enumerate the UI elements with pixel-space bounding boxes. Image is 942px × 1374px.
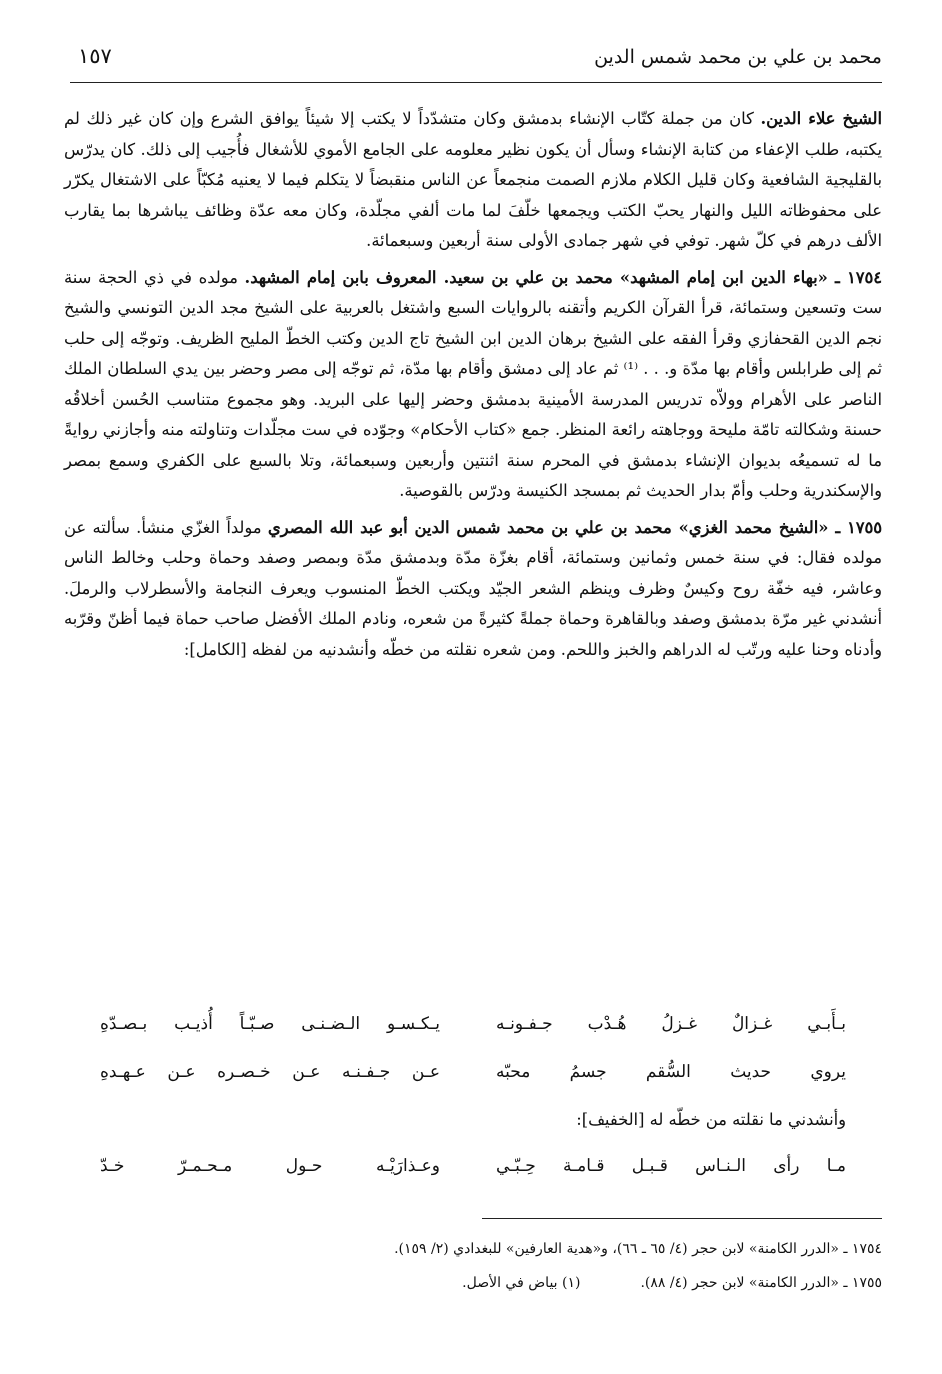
verse-second-hemistich: عـن جـفـنـه عـن خـصـره عـن عـهـدهِ [100,1062,440,1082]
entry-heading: الشيخ علاء الدين. [760,109,882,128]
entry-text-1754: مولده في ذي الحجة سنة ست وتسعين وستمائة، قرأ القرآن الكريم وأتقنه بالروايات السبع واشتغل بالعربية على الشيخ مجد الدين التونسي والشيخ نجم الدين القحفازي وقرأ الفقه على الشيخ برهان الدين ابن الشيخ تاج الدين وكتب الخطّ المليح الظريف. وتوجّه إلى حلب ثم إلى طرابلس وأقام بها مدّة و. . . ⁽¹⁾ ثم عاد إلى دمشق وأقام بها مدّة، ثم توجّه إلى مصر وحضر بين يدي السلطان الملك الناصر على الأهرام وولاّه تدريس المدرسة الأمينية بدمشق وحضر إليها على البريد. وهو مجموع متناسب الحُسن أخلاقُه حسنة وشكالته تامّة مليحة ووجاهته رائعة المنظر. جمع «كتاب الأحكام» وجوّده في ست مجلّدات وتناولته منه وأجازني روايةً ما له تسميعُه بديوان الإنشاء بدمشق في المحرم سنة اثنتين وأربعين وسبعمائة، وتلا بالسبع على الكفري وسمع بمصر والإسكندرية وحلب وأمّ بدار الحديث ثم بمسجد الكنيسة ودرّس بالقوصية. [64,267,882,500]
running-title: محمد بن علي بن محمد شمس الدين [594,46,882,68]
verse-line [100,1062,846,1110]
entry-heading-1754: ١٧٥٤ ـ «بهاء الدين ابن إمام المشهد» محمد بن علي بن سعيد. المعروف بابن إمام المشهد. [244,267,882,287]
footnotes [64,1232,882,1300]
page-header [70,38,882,83]
footnote-blank-note: (١) بياض في الأصل. [462,1275,581,1291]
verse-first-hemistich: يروي حديث السُّقم جسمُ محبّه [496,1062,846,1082]
page-number: ١٥٧ [78,44,112,68]
footnote-text: ١٧٥٥ ـ «الدرر الكامنة» لابن حجر (٤/ ٨٨). [640,1275,882,1291]
verse-intro: وأنشدني ما نقلته من خطّه له [الخفيف]: [576,1110,846,1129]
footnote-divider [482,1218,882,1219]
verse-first-hemistich: مـا رأى الـنـاس قـبـل قـامـة حِـبّـي [496,1156,846,1176]
entry-heading-1755: ١٧٥٥ ـ «الشيخ محمد الغزي» محمد بن علي بن محمد شمس الدين أبو عبد الله المصري [267,517,882,537]
poem-block [100,1014,846,1204]
paragraph-1754 [64,263,882,507]
paragraph-1 [64,104,882,257]
verse-line [100,1156,846,1204]
entry-text-1755: مولداً الغزّي منشأ. سألته عن مولده فقال: في سنة خمس وثمانين وستمائة، أقام بغزّة مدّة وبدمشق مدّة وبمصر وصفد وحماة وحلب وخالط الناس وعاشر، فيه خفّة روح وكيسٌ وظرف وينظم الشعر الجيّد ويكتب الخطّ المنسوب ويعرف النجامة والأسطرلاب والرملَ. أنشدني غير مرّة بدمشق وصفد وبالقاهرة وحماة جملةً كثيرةً من شعره، ونادم الملك الأفضل صاحب حماة فيما أظنّ وقرّبه وأدناه وحنا عليه ورتّب له الدراهم والخبز واللحم. ومن شعره نقلته من خطّه وأنشدنيه من لفظه [الكامل]: [64,517,882,659]
verse-second-hemistich: وعـذارَيْـه حـول مـحـمـرّ خـدّ [100,1156,440,1176]
footnote-1754 [64,1232,882,1266]
body-text [64,104,882,671]
verse-line [100,1014,846,1062]
verse-first-hemistich: بـأَبـي غـزالٌ غـزلُ هُـدْب جـفـونـه [496,1014,846,1034]
paragraph-1755 [64,513,882,666]
footnote-1755 [64,1266,882,1300]
entry-text: كان من جملة كتّاب الإنشاء بدمشق وكان متشدّداً لا يكتب إلا شيئاً يوافق الشرع وإن كان غير ذلك لم يكتبه، طلب الإعفاء من كتابة الإنشاء وسأل أن يكون نظير معلومه على الجامع الأموي للأشغال فأُجيب إلى ذلك. كان يدرّس بالقليجية الشافعية وكان قليل الكلام ملازم الصمت منجمعاً عن الناس منقبضاً لا يتكلم فيما لا يعنيه مُكبّاً على الاشتغال يكرّر على محفوظاته الليل والنهار يحبّ الكتب ويجمعها خلّفَ لما مات ألفي مجلّدة، وكان معه عدّة وظائف يباشرها بما يقارب الألف درهم في كلّ شهر. توفي في شهر جمادى الأولى سنة أربعين وسبعمائة. [64,109,882,250]
footnote-text: ١٧٥٤ ـ «الدرر الكامنة» لابن حجر (٤/ ٦٥ ـ ٦٦)، و«هدية العارفين» للبغدادي (٢/ ١٥٩). [394,1241,882,1257]
verse-second-hemistich: يـكـسـو الـضـنـى صـبّـاً أُذيـب بـصـدّهِ [100,1014,440,1034]
